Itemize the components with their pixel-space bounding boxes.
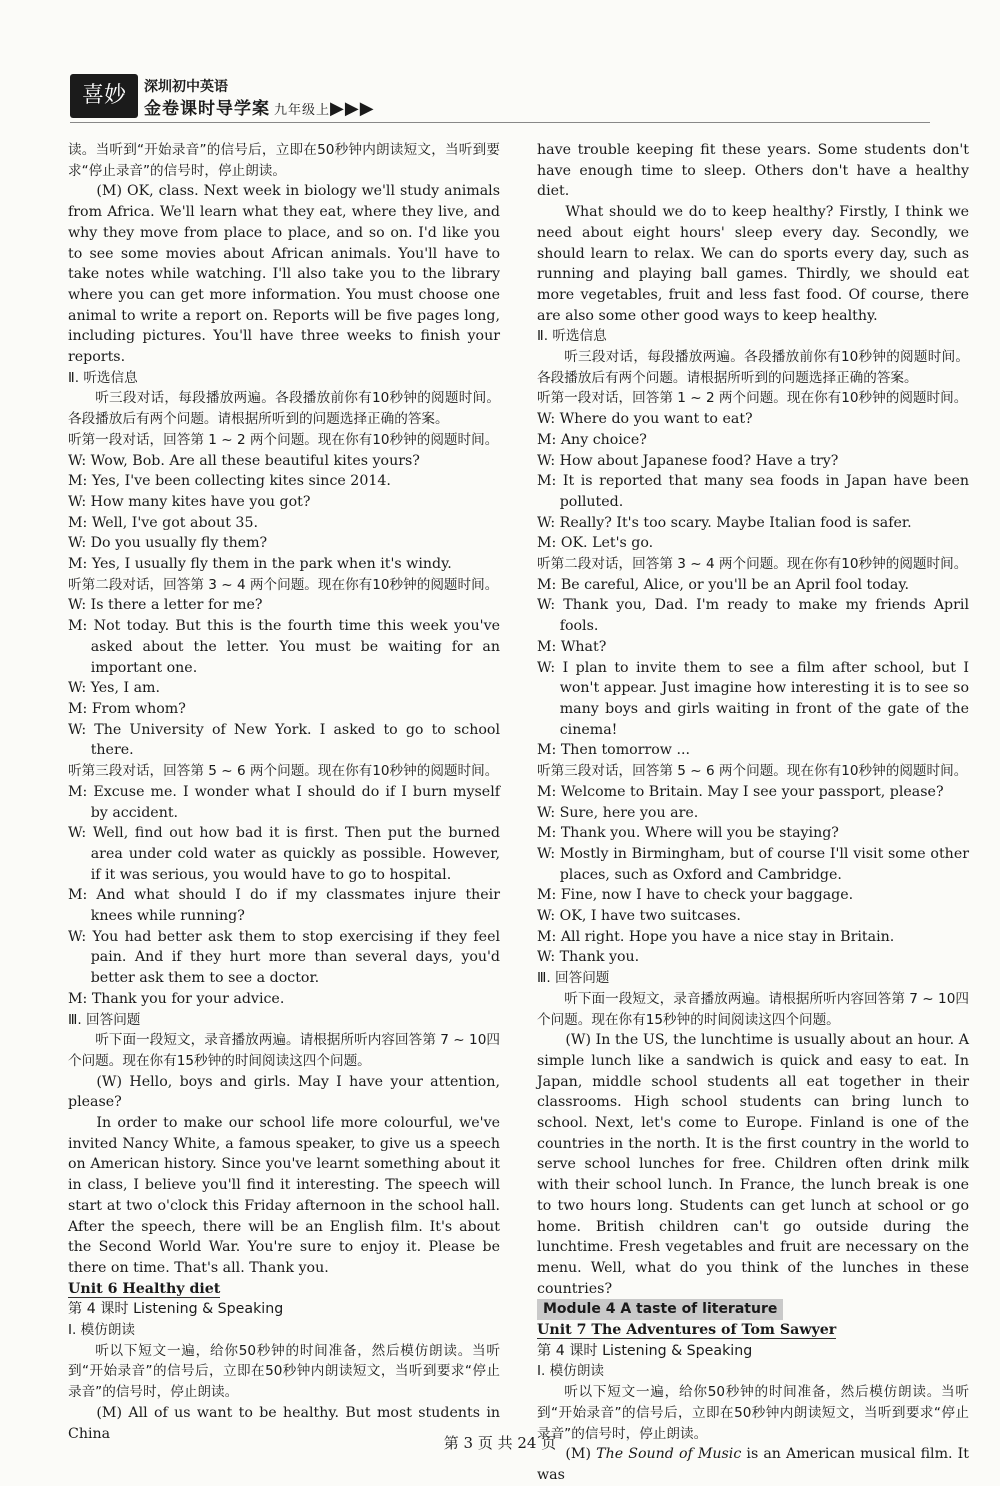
dialogue-line: W: Wow, Bob. Are all these beautiful kites yours? [68,452,420,469]
dialogue-line: M: And what should I do if my classmates injure their knees while running? [68,887,500,925]
dialogue-line: M: Well, I've got about 35. [68,514,258,531]
section-heading: Ⅰ. 模仿朗读 [68,1322,136,1339]
instruction-text: 听三段对话，每段播放两遍。各段播放前你有10秒钟的阅题时间。各段播放后有两个问题。请根据所听到的问题选择正确的答案。 [537,349,969,386]
dialogue-heading: 听第二段对话，回答第 3 ~ 4 两个问题。现在你有10秒钟的阅题时间。 [537,556,968,573]
dialogue-line: M: What? [537,638,607,655]
brand-line-1: 深圳初中英语 [144,79,228,95]
dialogue-line: W: Well, find out how bad it is first. Then put the burned area under cold water as quickly as possible. However, if it was serious, you would have to go to hospital. [68,825,500,883]
instruction-text: 听以下短文一遍，给你50秒钟的时间准备，然后模仿朗读。当听到“开始录音”的信号后，立即在50秒钟内朗读短文，当听到要求“停止录音”的信号时，停止朗读。 [537,1384,969,1442]
dialogue-line: W: Where do you want to eat? [537,411,753,428]
film-title: The Sound of Music [596,1446,742,1463]
brand-logo: 喜妙 [70,74,138,118]
grade-label: 九年级上 [274,103,331,118]
dialogue-line: M: Welcome to Britain. May I see your passport, please? [537,783,944,800]
section-heading: Ⅰ. 模仿朗读 [537,1363,605,1380]
unit-title: Unit 7 The Adventures of Tom Sawyer [537,1322,837,1339]
left-column [68,140,500,1444]
page-number: 第 3 页 共 24 页 [443,1434,557,1452]
dialogue-line: M: Not today. But this is the fourth time this week you've asked about the letter. You must be waiting for an important one. [68,618,500,676]
dialogue-heading: 听第一段对话，回答第 1 ~ 2 两个问题。现在你有10秒钟的阅题时间。 [68,431,499,448]
dialogue-line: M: Then tomorrow ... [537,742,690,759]
unit-title: Unit 6 Healthy diet [68,1280,221,1297]
speaker-tag: (M) [565,1446,597,1463]
dialogue-line: M: OK. Let's go. [537,535,654,552]
dialogue-line: W: How about Japanese food? Have a try? [537,452,839,469]
dialogue-line: W: I plan to invite them to see a film after school, but I won't appear. Just imagine how interesting it is to see so many boys and girls waiting in front of the gate of the cinema! [537,659,969,738]
arrow-icon: ▶▶▶ [330,98,375,119]
instruction-text: 听以下短文一遍，给你50秒钟的时间准备，然后模仿朗读。当听到“开始录音”的信号后，立即在50秒钟内朗读短文，当听到要求“停止录音”的信号时，停止朗读。 [68,1342,500,1401]
dialogue-line: W: OK, I have two suitcases. [537,908,741,925]
dialogue-line: W: Sure, here you are. [537,804,699,821]
passage-text: In order to make our school life more colourful, we've invited Nancy White, a famous speaker, to give us a speech on American history. Since you've learnt something about it in class, I believe you'll find it interesting. The speech will start at two o'clock this Friday afternoon in the school hall. After the speech, there will be an English film. It's about the Second World War. You're sure to enjoy it. Please be there on time. That's all. Thank you. [68,1115,500,1276]
lesson-title: 第 4 课时 Listening & Speaking [68,1301,284,1318]
passage-text: (W) In the US, the lunchtime is usually about an hour. A simple lunch like a sandwich is quick and easy to eat. In Japan, middle school students all eat together in their classrooms. High school students can bring lunch to school. Next, let's come to Europe. Finland is one of the countries in the north. It is the first country in the world to serve school lunches for free. Children often drink milk with their school lunch. In France, the lunch break is one to two hours long. Students can get lunch at school or go home. British children can't go outside during the lunchtime. Fresh vegetables and fruit are necessary on the menu. Well, what do you think of the lunches in these countries? [537,1032,969,1297]
dialogue-line: M: Be careful, Alice, or you'll be an April fool today. [537,576,909,593]
dialogue-line: W: Is there a letter for me? [68,597,263,614]
brand-line-2 [144,94,375,119]
dialogue-line: M: Any choice? [537,431,647,448]
instruction-text: 听三段对话，每段播放两遍。各段播放前你有10秒钟的阅题时间。各段播放后有两个问题。请根据所听到的问题选择正确的答案。 [68,390,500,428]
dialogue-heading: 听第三段对话，回答第 5 ~ 6 两个问题。现在你有10秒钟的阅题时间。 [68,763,499,780]
dialogue-line: W: You had better ask them to stop exercising if they feel pain. And if they hurt more than several days, you'd better ask them to see a doctor. [68,928,500,987]
passage-text: (W) Hello, boys and girls. May I have your attention, please? [68,1073,500,1111]
dialogue-heading: 听第三段对话，回答第 5 ~ 6 两个问题。现在你有10秒钟的阅题时间。 [537,763,968,780]
header-divider [70,122,930,123]
dialogue-line: W: Thank you. [537,949,640,966]
page-header [70,74,410,124]
section-heading: Ⅱ. 听选信息 [68,369,138,386]
dialogue-line: M: From whom? [68,700,186,717]
instruction-text: 听下面一段短文，录音播放两遍。请根据所听内容回答第 7 ~ 10四个问题。现在你有15秒钟的时间阅读这四个问题。 [68,1032,500,1069]
dialogue-line: M: All right. Hope you have a nice stay in Britain. [537,928,895,945]
dialogue-line: W: Mostly in Birmingham, but of course I'll visit some other places, such as Oxford and Cambridge. [537,845,969,883]
section-heading: Ⅱ. 听选信息 [537,328,607,345]
lesson-title: 第 4 课时 Listening & Speaking [537,1342,753,1359]
dialogue-line: M: Fine, now I have to check your baggage. [537,887,854,904]
dialogue-heading: 听第二段对话，回答第 3 ~ 4 两个问题。现在你有10秒钟的阅题时间。 [68,576,499,593]
passage-text: (M) All of us want to be healthy. But most students in China [68,1404,500,1442]
passage-text: have trouble keeping fit these years. Some students don't have enough time to sleep. Others don't have a healthy diet. [537,142,969,200]
dialogue-line: M: Thank you for your advice. [68,990,285,1007]
dialogue-line: M: Yes, I usually fly them in the park when it's windy. [68,556,452,573]
dialogue-line: M: Thank you. Where will you be staying? [537,825,839,842]
module-title: Module 4 A taste of literature [537,1299,783,1320]
instruction-text: 听下面一段短文，录音播放两遍。请根据所听内容回答第 7 ~ 10四个问题。现在你有15秒钟的时间阅读这四个问题。 [537,990,969,1028]
dialogue-line: M: Excuse me. I wonder what I should do if I burn myself by accident. [68,783,500,821]
passage-continuation: is an American musical film. It was [537,1446,969,1483]
dialogue-line: W: The University of New York. I asked to go to school there. [68,721,500,759]
dialogue-line: W: How many kites have you got? [68,493,311,510]
right-column [537,140,969,1486]
instruction-text: 读。当听到“开始录音”的信号后，立即在50秒钟内朗读短文，当听到要求“停止录音”的信号时，停止朗读。 [68,142,500,179]
dialogue-line: W: Yes, I am. [68,680,161,697]
dialogue-line: W: Thank you, Dad. I'm ready to make my friends April fools. [537,597,969,635]
dialogue-line: M: Yes, I've been collecting kites since 2014. [68,473,391,490]
dialogue-heading: 听第一段对话，回答第 1 ~ 2 两个问题。现在你有10秒钟的阅题时间。 [537,390,968,407]
brand-title: 金卷课时导学案 [144,99,270,119]
passage-text: What should we do to keep healthy? Firstly, I think we need about eight hours' sleep every day. Secondly, we should learn to relax. We can do sports every day, such as running and playing ball games. Thirdly, we should eat more vegetables, fruit and less fast food. Of course, there are also some other good ways to keep healthy. [537,204,969,324]
dialogue-line: M: It is reported that many sea foods in Japan have been polluted. [537,473,969,510]
dialogue-line: W: Really? It's too scary. Maybe Italian food is safer. [537,514,912,531]
passage-text: (M) OK, class. Next week in biology we'll study animals from Africa. We'll learn what they eat, where they live, and why they move from place to place, and so on. I'd like you to see some movies about African animals. You'll have to take notes while watching. I'll also take you to the library where you can get more information. You must choose one animal to write a report on. Reports will be five pages long, including pictures. You'll have three weeks to finish your reports. [68,183,500,366]
section-heading: Ⅲ. 回答问题 [68,1011,141,1028]
dialogue-line: W: Do you usually fly them? [68,535,268,552]
section-heading: Ⅲ. 回答问题 [537,970,610,987]
